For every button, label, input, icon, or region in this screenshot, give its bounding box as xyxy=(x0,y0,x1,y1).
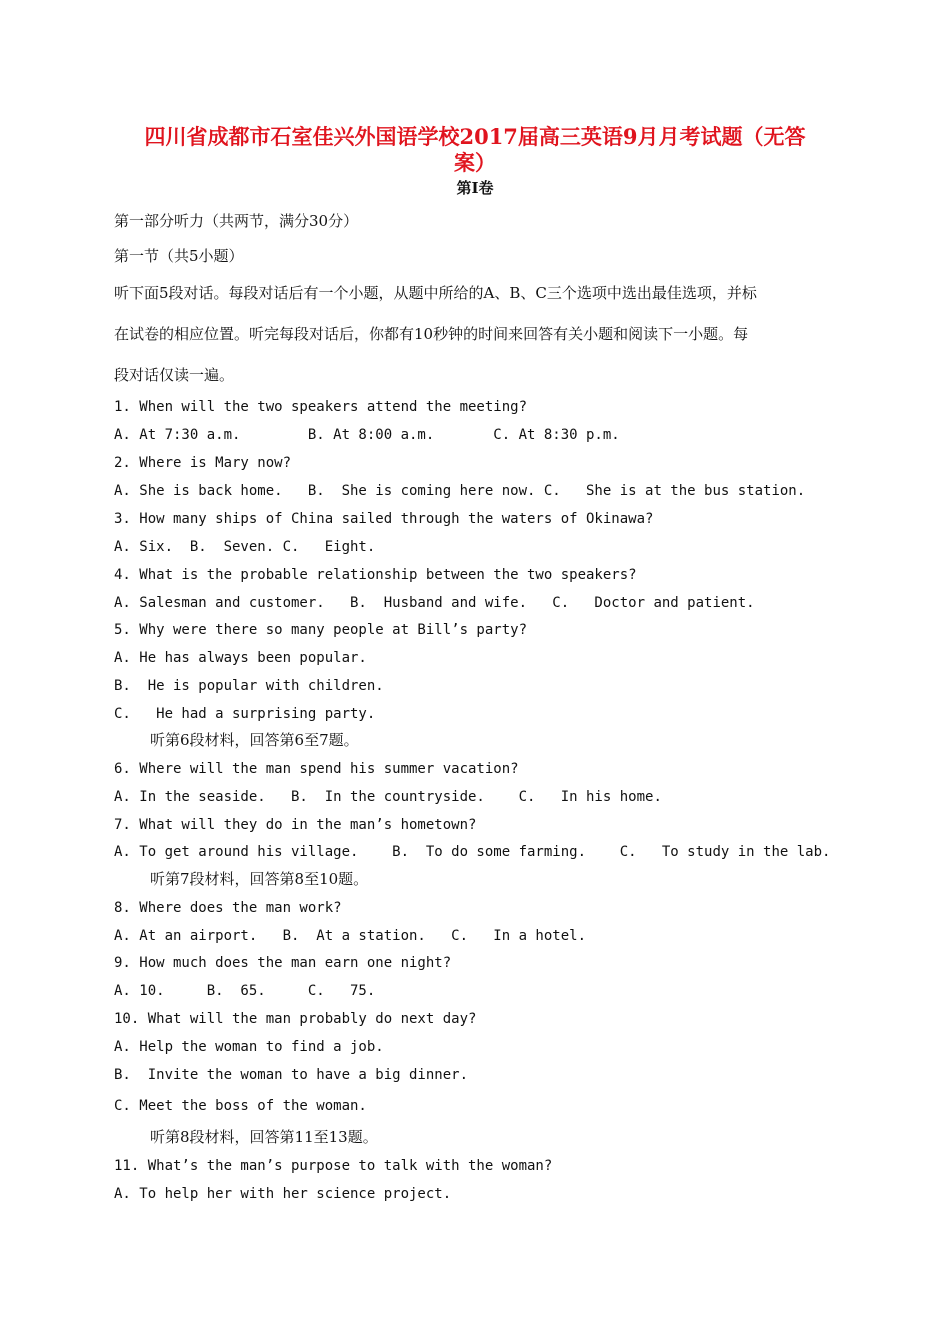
option-line: B. Invite the woman to have a big dinner. xyxy=(114,1067,469,1083)
document-title-line-1: 四川省成都市石室佳兴外国语学校2017届高三英语9月月考试题（无答 xyxy=(144,124,806,149)
question-line: 10. What will the man probably do next day? xyxy=(114,1011,477,1027)
option-line: C. Meet the boss of the woman. xyxy=(114,1098,367,1114)
option-line: A. To help her with her science project. xyxy=(114,1186,452,1202)
option-line: B. He is popular with children. xyxy=(114,678,384,694)
question-line: 3. How many ships of China sailed through the waters of Okinawa? xyxy=(114,511,654,527)
question-line: 5. Why were there so many people at Bill’s party? xyxy=(114,622,528,638)
options-line: A. At an airport. B. At a station. C. In a hotel. xyxy=(114,928,587,944)
question-line: 6. Where will the man spend his summer vacation? xyxy=(114,761,519,777)
options-line: A. She is back home. B. She is coming here now. C. She is at the bus station. xyxy=(114,483,806,499)
option-line: C. He had a surprising party. xyxy=(114,706,376,722)
options-line: A. 10. B. 65. C. 75. xyxy=(114,983,376,999)
option-line: A. He has always been popular. xyxy=(114,650,367,666)
volume-heading: 第Ⅰ卷 xyxy=(456,179,494,197)
options-line: A. Six. B. Seven. C. Eight. xyxy=(114,539,376,555)
material-instruction: 听第7段材料，回答第8至10题。 xyxy=(150,870,369,888)
question-line: 11. What’s the man’s purpose to talk with the woman? xyxy=(114,1158,553,1174)
question-line: 2. Where is Mary now? xyxy=(114,455,292,471)
options-line: A. Salesman and customer. B. Husband and wife. C. Doctor and patient. xyxy=(114,595,755,611)
instructions-line-3: 段对话仅读一遍。 xyxy=(114,366,235,384)
options-line: A. At 7:30 a.m. B. At 8:00 a.m. C. At 8:30 p.m. xyxy=(114,427,620,443)
question-line: 8. Where does the man work? xyxy=(114,900,342,916)
document-title-line-2: 案） xyxy=(454,150,496,175)
question-line: 4. What is the probable relationship between the two speakers? xyxy=(114,567,637,583)
part-heading: 第一部分听力（共两节，满分30分） xyxy=(114,212,359,230)
material-instruction: 听第8段材料，回答第11至13题。 xyxy=(150,1128,378,1146)
options-line: A. To get around his village. B. To do some farming. C. To study in the lab. xyxy=(114,844,831,860)
question-line: 7. What will they do in the man’s hometown? xyxy=(114,817,477,833)
options-line: A. In the seaside. B. In the countryside. C. In his home. xyxy=(114,789,662,805)
section-heading: 第一节（共5小题） xyxy=(114,247,244,265)
material-instruction: 听第6段材料，回答第6至7题。 xyxy=(150,731,359,749)
instructions-line-1: 听下面5段对话。每段对话后有一个小题，从题中所给的A、B、C三个选项中选出最佳选项，并标 xyxy=(114,284,757,302)
option-line: A. Help the woman to find a job. xyxy=(114,1039,384,1055)
instructions-line-2: 在试卷的相应位置。听完每段对话后，你都有10秒钟的时间来回答有关小题和阅读下一小题。每 xyxy=(114,325,749,343)
question-line: 9. How much does the man earn one night? xyxy=(114,955,452,971)
question-line: 1. When will the two speakers attend the meeting? xyxy=(114,399,528,415)
